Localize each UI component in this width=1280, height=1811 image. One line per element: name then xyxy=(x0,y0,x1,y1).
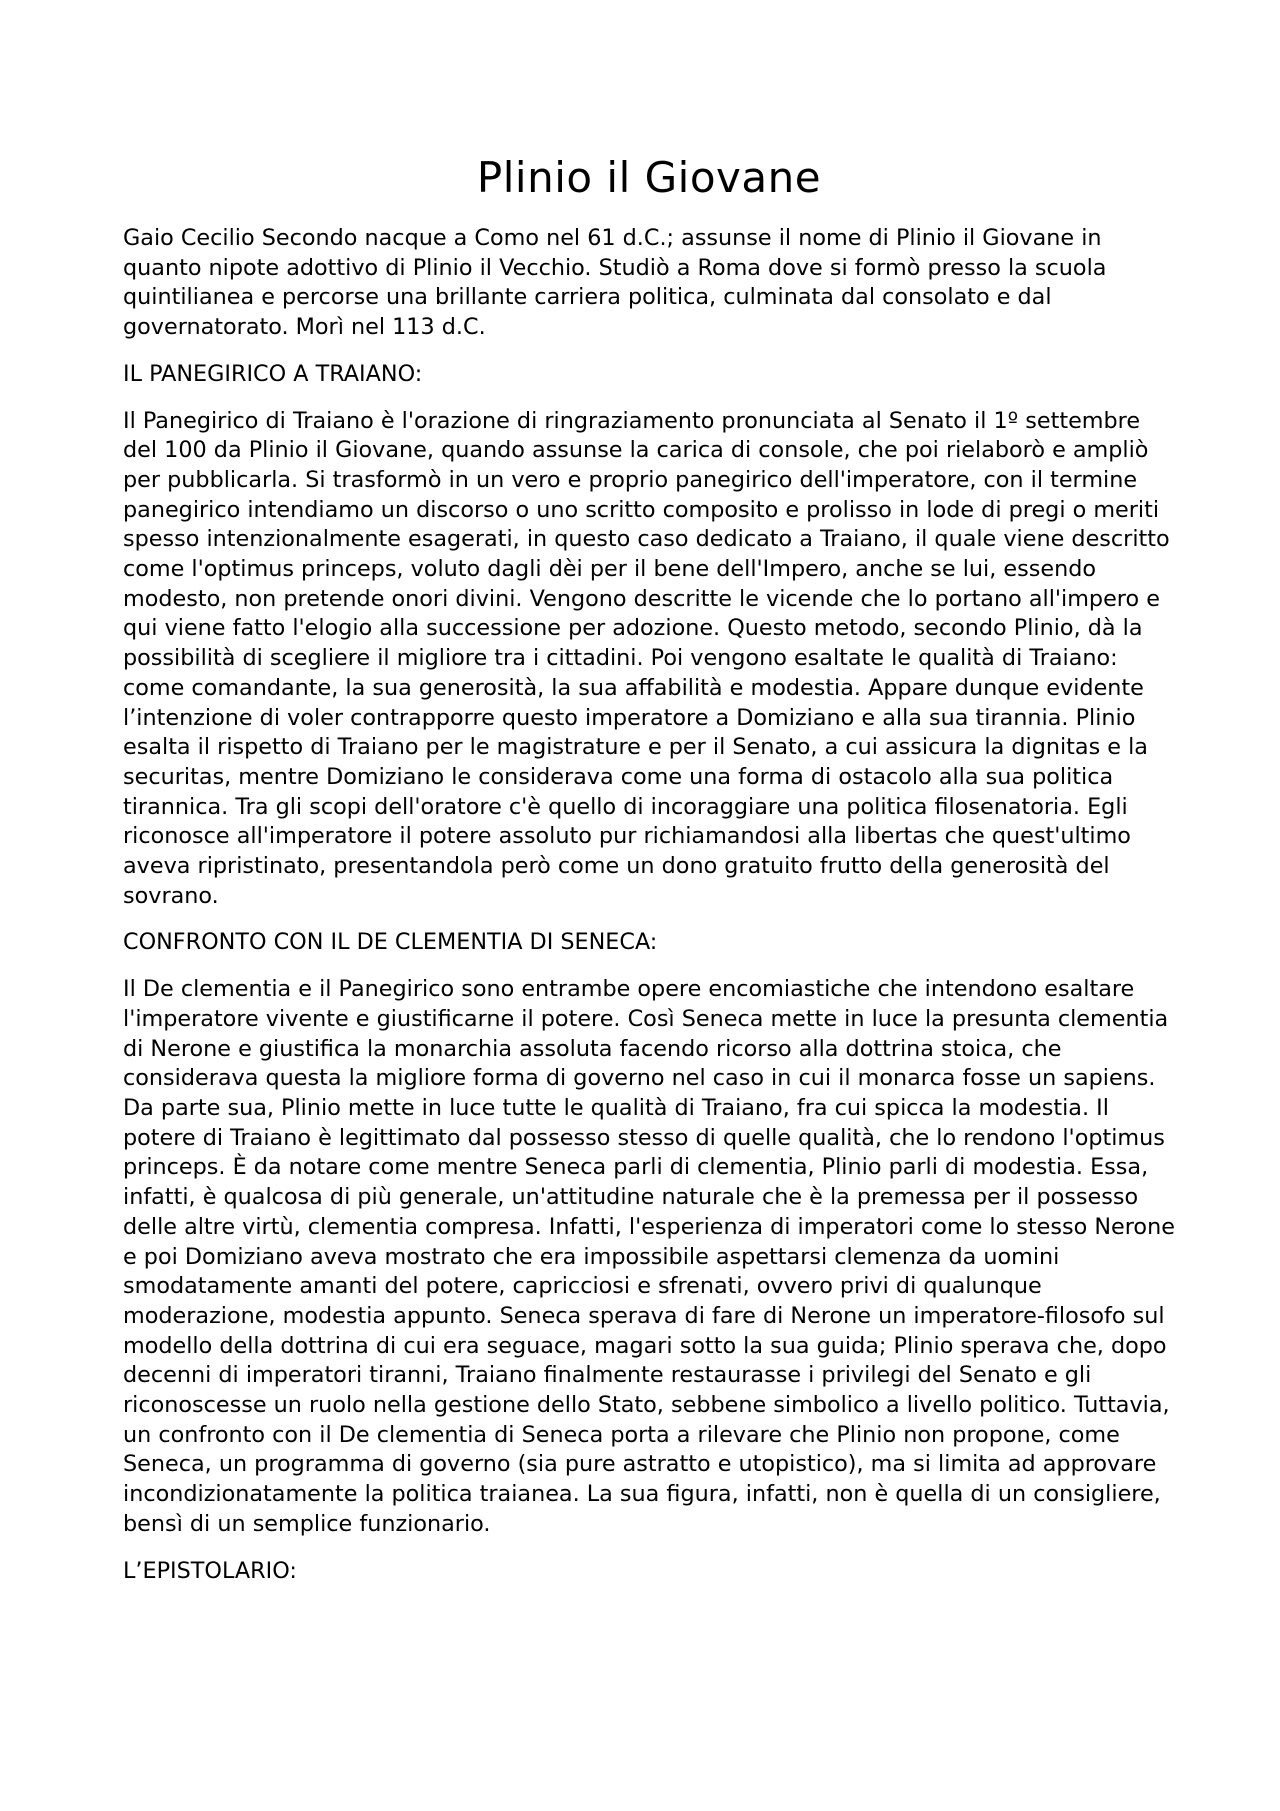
intro-paragraph: Gaio Cecilio Secondo nacque a Como nel 61 d.C.; assunse il nome di Plinio il Giovane in quanto nipote adottivo di Plinio il Vecchio. Studiò a Roma dove si formò presso la scuola quintilianea e percorse una brillante carriera politica, culminata dal consolato e dal governatorato. Morì nel 113 d.C. xyxy=(123,225,1107,341)
document-title: Plinio il Giovane xyxy=(476,153,822,202)
document-content xyxy=(123,150,1175,1603)
section-heading-confronto: CONFRONTO CON IL DE CLEMENTIA DI SENECA: xyxy=(123,929,658,956)
section-body-confronto: Il De clementia e il Panegirico sono entrambe opere encomiastiche che intendono esaltare l'imperatore vivente e giustificarne il potere. Così Seneca mette in luce la presunta clementia di Nerone e giustifica la monarchia assoluta facendo ricorso alla dottrina stoica, che considerava questa la migliore forma di governo nel caso in cui il monarca fosse un sapiens. Da parte sua, Plinio mette in luce tutte le qualità di Traiano, fra cui spicca la modestia. Il potere di Traiano è legittimato dal possesso stesso di quelle qualità, che lo rendono l'optimus princeps. È da notare come mentre Seneca parli di clementia, Plinio parli di modestia. Essa, infatti, è qualcosa di più generale, un'attitudine naturale che è la premessa per il possesso delle altre virtù, clementia compresa. Infatti, l'esperienza di imperatori come lo stesso Nerone e poi Domiziano aveva mostrato che era impossibile aspettarsi clemenza da uomini smodatamente amanti del potere, capricciosi e sfrenati, ovvero privi di qualunque moderazione, modestia appunto. Seneca sperava di fare di Nerone un imperatore-filosofo sul modello della dottrina di cui era seguace, magari sotto la sua guida; Plinio sperava che, dopo decenni di imperatori tiranni, Traiano finalmente restaurasse i privilegi del Senato e gli riconoscesse un ruolo nella gestione dello Stato, sebbene simbolico a livello politico. Tuttavia, un confronto con il De clementia di Seneca porta a rilevare che Plinio non propone, come Seneca, un programma di governo (sia pure astratto e utopistico), ma si limita ad approvare incondizionatamente la politica traianea. La sua figura, infatti, non è quella di un consigliere, bensì di un semplice funzionario. xyxy=(123,976,1175,1537)
section-body-panegirico: Il Panegirico di Traiano è l'orazione di ringraziamento pronunciata al Senato il 1º settembre del 100 da Plinio il Giovane, quando assunse la carica di console, che poi rielaborò e ampliò per pubblicarla. Si trasformò in un vero e proprio panegirico dell'imperatore, con il termine panegirico intendiamo un discorso o uno scritto composito e prolisso in lode di pregi o meriti spesso intenzionalmente esagerati, in questo caso dedicato a Traiano, il quale viene descritto come l'optimus princeps, voluto dagli dèi per il bene dell'Impero, anche se lui, essendo modesto, non pretende onori divini. Vengono descritte le vicende che lo portano all'impero e qui viene fatto l'elogio alla successione per adozione. Questo metodo, secondo Plinio, dà la possibilità di scegliere il migliore tra i cittadini. Poi vengono esaltate le qualità di Traiano: come comandante, la sua generosità, la sua affabilità e modestia. Appare dunque evidente l’intenzione di voler contrapporre questo imperatore a Domiziano e alla sua tirannia. Plinio esalta il rispetto di Traiano per le magistrature e per il Senato, a cui assicura la dignitas e la securitas, mentre Domiziano le considerava come una forma di ostacolo alla sua politica tirannica. Tra gli scopi dell'oratore c'è quello di incoraggiare una politica filosenatoria. Egli riconosce all'imperatore il potere assoluto pur richiamandosi alla libertas che quest'ultimo aveva ripristinato, presentandola però come un dono gratuito frutto della generosità del sovrano. xyxy=(123,407,1170,909)
section-heading-panegirico: IL PANEGIRICO A TRAIANO: xyxy=(123,360,423,387)
section-heading-epistolario: L’EPISTOLARIO: xyxy=(123,1557,297,1584)
